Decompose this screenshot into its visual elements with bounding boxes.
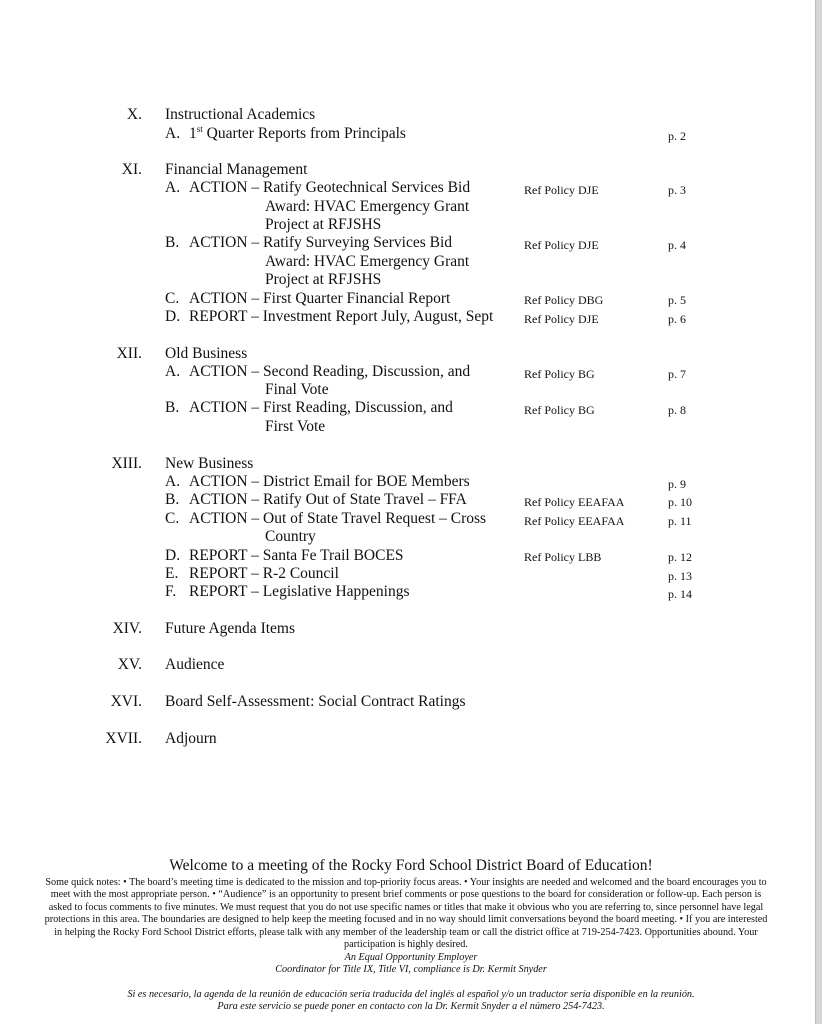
- page-reference: p. 7: [668, 367, 686, 381]
- agenda-item-text: ACTION – Second Reading, Discussion, and: [189, 363, 471, 380]
- policy-reference: Ref Policy DJE: [524, 183, 599, 197]
- agenda-item-letter: D.: [165, 308, 181, 325]
- page-reference: p. 14: [668, 587, 692, 601]
- equal-opportunity-line: An Equal Opportunity Employer: [344, 952, 478, 963]
- agenda-item-text: ACTION – Out of State Travel Request – Cross: [189, 510, 487, 527]
- agenda-item-text: REPORT – Santa Fe Trail BOCES: [189, 547, 404, 564]
- policy-reference: Ref Policy EEAFAA: [524, 495, 625, 509]
- page-reference: p. 6: [668, 312, 686, 326]
- section-numeral: XIII.: [111, 455, 142, 472]
- policy-reference: Ref Policy DBG: [524, 293, 604, 307]
- agenda-item-text: ACTION – Ratify Out of State Travel – FFA: [189, 491, 467, 508]
- section-title: New Business: [165, 455, 254, 472]
- agenda-item-text-continued: Award: HVAC Emergency Grant: [265, 198, 470, 215]
- spanish-contact-note: Para este servicio se puede poner en contacto con la Dr. Kermit Snyder a el número 254-7423.: [217, 1001, 605, 1012]
- agenda-item-text: 1st Quarter Reports from Principals: [189, 123, 406, 142]
- quick-notes: Some quick notes: • The board’s meeting time is dedicated to the mission and top-priority focus areas. • Your insights are needed and welcomed and the board encourages you to meet with the most appropriate person. • “Audience” is an opportunity to present brief comments or pose questions to the board for consideration or follow-up. Each person is asked to focus comments to five minutes. We must request that you do not use specific names or titles that make it obvious who you are referring to, since personnel have legal protections in this area. The boundaries are designed to help keep the meeting focused and in no way should limit conversations beyond the board meeting. • If you are interested in helping the Rocky Ford School District efforts, please talk with any member of the leadership team or call the district office at 719-254-7423. Opportunities abound. Your participation is highly desired.: [44, 877, 768, 951]
- agenda-item-letter: A.: [165, 179, 181, 196]
- agenda-item-letter: F.: [165, 583, 177, 600]
- agenda-item-text: ACTION – First Quarter Financial Report: [189, 290, 451, 307]
- agenda-item-letter: B.: [165, 234, 180, 251]
- agenda-item-text: REPORT – Legislative Happenings: [189, 583, 410, 600]
- agenda-item-text: REPORT – R-2 Council: [189, 565, 339, 582]
- agenda-item-letter: C.: [165, 510, 180, 527]
- policy-reference: Ref Policy DJE: [524, 312, 599, 326]
- section-numeral: X.: [126, 106, 142, 123]
- agenda-item-letter: A.: [165, 473, 181, 490]
- agenda-item-letter: B.: [165, 491, 180, 508]
- section-title: Audience: [165, 656, 225, 673]
- section-numeral: XIV.: [112, 620, 142, 637]
- agenda-item-text: REPORT – Investment Report July, August, Sept: [189, 308, 494, 325]
- agenda-item-text-continued: Final Vote: [265, 381, 329, 398]
- page-reference: p. 3: [668, 183, 686, 197]
- agenda-item-letter: A.: [165, 363, 181, 380]
- welcome-heading: Welcome to a meeting of the Rocky Ford School District Board of Education!: [169, 857, 653, 874]
- agenda-item-text-continued: Country: [265, 528, 316, 545]
- section-title: Instructional Academics: [165, 106, 316, 123]
- policy-reference: Ref Policy LBB: [524, 550, 602, 564]
- section-numeral: XVII.: [105, 730, 142, 747]
- title-ix-coordinator-line: Coordinator for Title IX, Title VI, compliance is Dr. Kermit Snyder: [275, 964, 547, 975]
- page-reference: p. 5: [668, 293, 686, 307]
- agenda-item-letter: B.: [165, 399, 180, 416]
- policy-reference: Ref Policy BG: [524, 367, 595, 381]
- agenda-item-letter: C.: [165, 290, 180, 307]
- agenda-item-text: ACTION – District Email for BOE Members: [189, 473, 470, 490]
- page-reference: p. 12: [668, 550, 692, 564]
- policy-reference: Ref Policy DJE: [524, 238, 599, 252]
- policy-reference: Ref Policy EEAFAA: [524, 514, 625, 528]
- page-reference: p. 2: [668, 129, 686, 143]
- agenda-item-text: ACTION – Ratify Geotechnical Services Bid: [189, 179, 471, 196]
- section-numeral: XII.: [116, 345, 142, 362]
- agenda-item-text-continued: Award: HVAC Emergency Grant: [265, 253, 470, 270]
- spanish-translation-note: Si es necesario, la agenda de la reunión de educación sería traducida del inglés al español y/o un traductor sería disponible en la reunión.: [127, 989, 695, 1000]
- section-title: Board Self-Assessment: Social Contract Ratings: [165, 693, 466, 710]
- section-numeral: XV.: [117, 656, 142, 673]
- section-title: Financial Management: [165, 161, 308, 178]
- agenda-item-text: ACTION – Ratify Surveying Services Bid: [189, 234, 453, 251]
- agenda-item-text-continued: Project at RFJSHS: [265, 216, 382, 233]
- page-reference: p. 13: [668, 569, 692, 583]
- section-title: Old Business: [165, 345, 248, 362]
- agenda-item-text: ACTION – First Reading, Discussion, and: [189, 399, 453, 416]
- section-title: Future Agenda Items: [165, 620, 296, 637]
- agenda-item-letter: E.: [165, 565, 179, 582]
- section-numeral: XI.: [121, 161, 142, 178]
- agenda-item-text-continued: First Vote: [265, 418, 326, 435]
- section-title: Adjourn: [165, 730, 217, 747]
- page-reference: p. 11: [668, 514, 692, 528]
- page-reference: p. 8: [668, 403, 686, 417]
- page-reference: p. 4: [668, 238, 686, 252]
- page-reference: p. 9: [668, 477, 686, 491]
- agenda-item-letter: A.: [165, 125, 181, 142]
- section-numeral: XVI.: [110, 693, 142, 710]
- page-reference: p. 10: [668, 495, 692, 509]
- agenda-item-text-continued: Project at RFJSHS: [265, 271, 382, 288]
- agenda-item-letter: D.: [165, 547, 181, 564]
- policy-reference: Ref Policy BG: [524, 403, 595, 417]
